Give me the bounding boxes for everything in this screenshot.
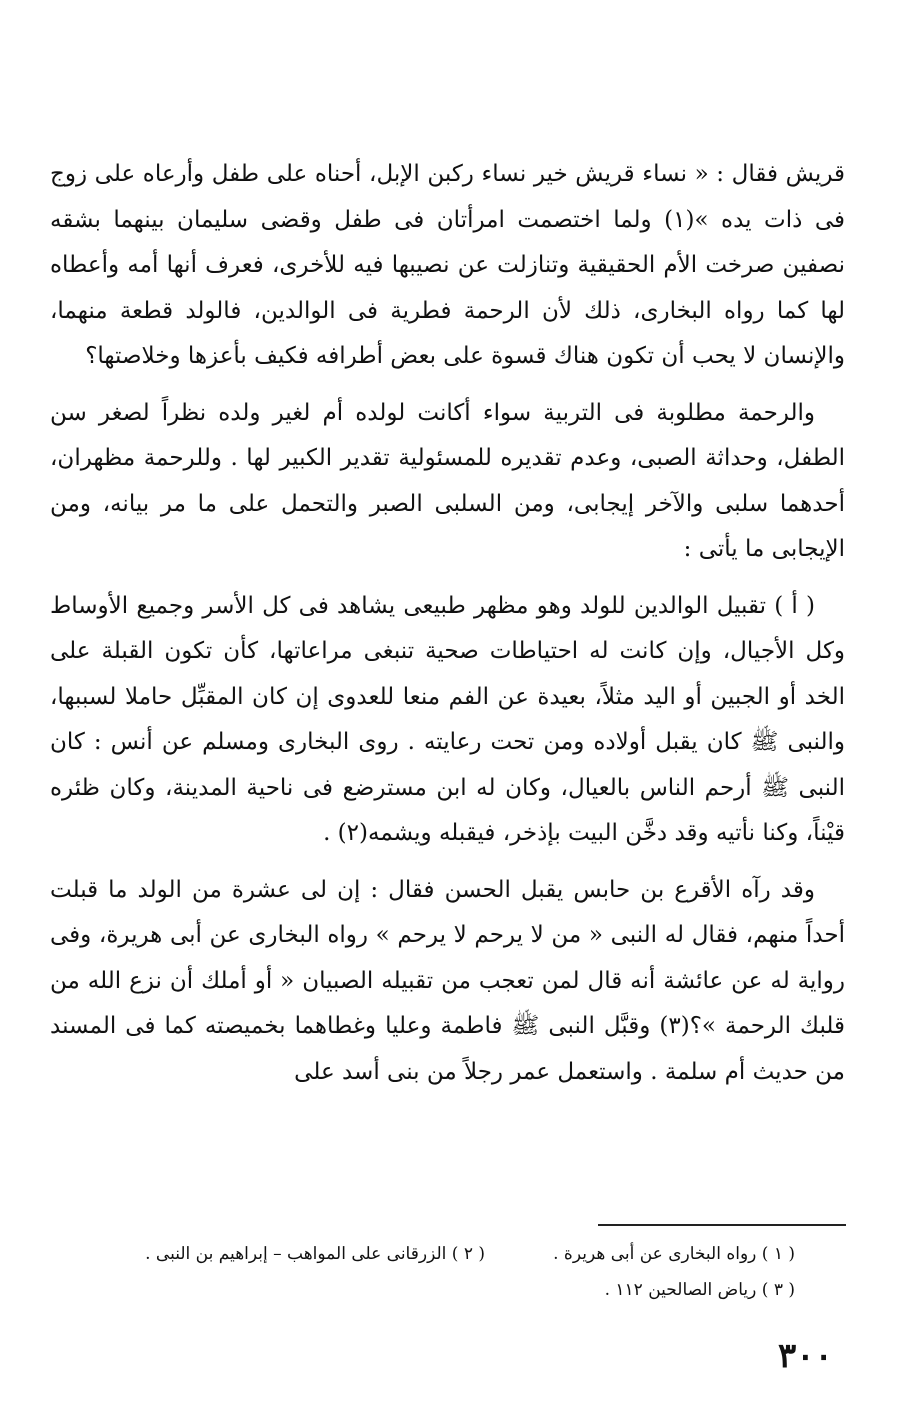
footnote-separator: [598, 1224, 846, 1226]
footnotes: [50, 1236, 795, 1308]
paragraph-1: قريش فقال : « نساء قريش خير نساء ركبن الإبل، أحناه على طفل وأرعاه على زوج فى ذات يده »(١) ولما اختصمت امرأتان فى طفل وقضى سليمان بينهما بشقه نصفين صرخت الأم الحقيقية وتنازلت عن نصيبها فيه للأخرى، فعرف أنها أمه وأعطاه لها كما رواه البخارى، ذلك لأن الرحمة فطرية فى الوالدين، فالولد قطعة منهما، والإنسان لا يحب أن تكون هناك قسوة على بعض أطرافه فكيف بأعزها وخلاصتها؟: [50, 161, 845, 369]
footnote-row-2: [50, 1272, 795, 1308]
footnote-3: ( ٣ ) رياض الصالحين ١١٢ .: [604, 1280, 795, 1300]
footnote-2: ( ٢ ) الزرقانى على المواهب – إبراهيم بن النبى .: [145, 1244, 485, 1264]
paragraph-3: ( أ ) تقبيل الوالدين للولد وهو مظهر طبيعى يشاهد فى كل الأسر وجميع الأوساط وكل الأجيال، وإن كانت له احتياطات صحية تنبغى مراعاتها، كأن تكون القبلة على الخد أو الجبين أو اليد مثلاً، بعيدة عن الفم منعا للعدوى إن كان المقبِّل حاملا لسببها، والنبى ﷺ كان يقبل أولاده ومن تحت رعايته . روى البخارى ومسلم عن أنس : كان النبى ﷺ أرحم الناس بالعيال، وكان له ابن مسترضع فى ناحية المدينة، وكان ظئره قيْناً، وكنا نأتيه وقد دخَّن البيت بإذخر، فيقبله ويشمه(٢) .: [50, 592, 845, 846]
footnote-row-1: [50, 1236, 795, 1272]
page-number: ٣٠٠: [778, 1336, 833, 1376]
main-text: [50, 152, 845, 1095]
footnote-1: ( ١ ) رواه البخارى عن أبى هريرة .: [553, 1244, 795, 1264]
paragraph-2: والرحمة مطلوبة فى التربية سواء أكانت لولده أم لغير ولده نظراً لصغر سن الطفل، وحداثة الصبى، وعدم تقديره للمسئولية تقدير الكبير لها . وللرحمة مظهران، أحدهما سلبى والآخر إيجابى، ومن السلبى الصبر والتحمل على ما مر بيانه، ومن الإيجابى ما يأتى :: [50, 399, 845, 562]
paragraph-4: وقد رآه الأقرع بن حابس يقبل الحسن فقال : إن لى عشرة من الولد ما قبلت أحداً منهم، فقال له النبى « من لا يرحم لا يرحم » رواه البخارى عن أبى هريرة، وفى رواية له عن عائشة أنه قال لمن تعجب من تقبيله الصبيان « أو أملك أن نزع الله من قلبك الرحمة »؟(٣) وقبَّل النبى ﷺ فاطمة وعليا وغطاهما بخميصته كما فى المسند من حديث أم سلمة . واستعمل عمر رجلاً من بنى أسد على: [50, 876, 845, 1085]
